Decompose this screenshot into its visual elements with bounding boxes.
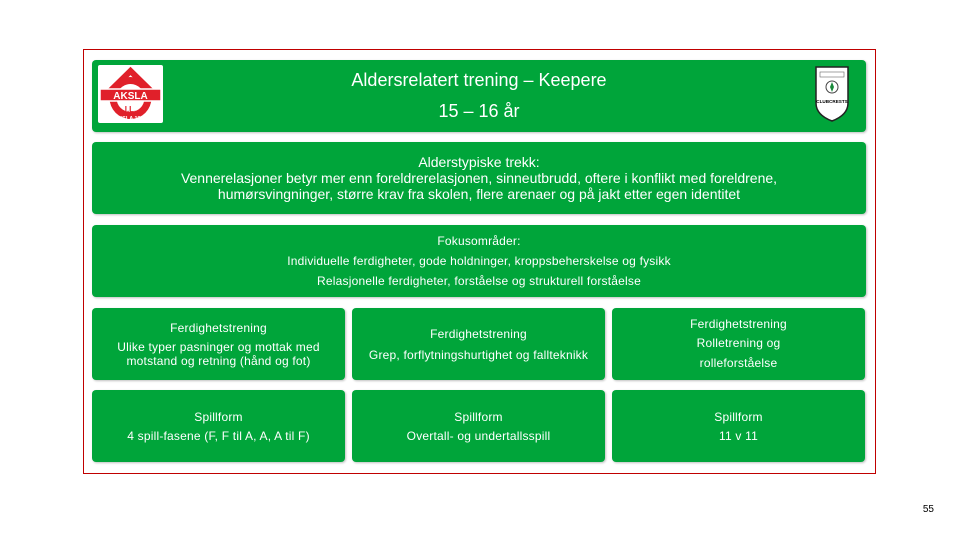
page-number: 55 bbox=[922, 504, 934, 515]
cell-line-1: 11 v 11 bbox=[719, 428, 758, 443]
cell-heading: Spillform bbox=[714, 409, 763, 424]
cell-heading: Spillform bbox=[454, 409, 503, 424]
cell-line-1: 4 spill-fasene (F, F til A, A, A til F) bbox=[127, 428, 310, 443]
logo-text-aksla: AKSLA bbox=[113, 91, 148, 102]
cell-heading: Ferdighetstrening bbox=[170, 320, 267, 335]
slide-subtitle: 15 – 16 år bbox=[438, 101, 520, 121]
cell-line-1: Rolletrening og bbox=[696, 336, 781, 351]
cell-line-1: Grep, forflytningshurtighet og fallteknikk bbox=[368, 347, 589, 362]
skill-training-cell-2 bbox=[352, 308, 605, 380]
focus-heading: Fokusområder: bbox=[437, 234, 521, 248]
logo-text-il: I.L. bbox=[124, 105, 137, 114]
cell-heading: Spillform bbox=[194, 409, 243, 424]
focus-areas-box bbox=[92, 225, 866, 297]
game-form-cell-1 bbox=[92, 390, 345, 462]
cell-heading: Ferdighetstrening bbox=[690, 316, 787, 331]
cell-line-2: motstand og retning (hånd og fot) bbox=[126, 353, 311, 368]
title-box bbox=[92, 60, 866, 132]
focus-line-2: Relasjonelle ferdigheter, forståelse og strukturell forståelse bbox=[317, 274, 641, 288]
skill-training-cell-3 bbox=[612, 308, 865, 380]
traits-heading: Alderstypiske trekk: bbox=[418, 154, 540, 170]
logo-text-ring: AKSLA 1925 bbox=[114, 116, 147, 122]
game-form-cell-2 bbox=[352, 390, 605, 462]
slide-title: Aldersrelatert trening – Keepere bbox=[351, 70, 607, 90]
crest-text: CLUBCRESTS bbox=[816, 99, 848, 104]
skill-training-cell-1 bbox=[92, 308, 345, 380]
club-crest-logo-icon bbox=[812, 63, 852, 123]
focus-line-1: Individuelle ferdigheter, gode holdninger, kroppsbeherskelse og fysikk bbox=[287, 254, 671, 268]
cell-heading: Ferdighetstrening bbox=[430, 326, 527, 341]
cell-line-2: rolleforståelse bbox=[699, 355, 778, 370]
age-traits-box bbox=[92, 142, 866, 214]
traits-line-1: Vennerelasjoner betyr mer enn foreldrerelasjonen, sinneutbrudd, oftere i konflikt med foreldrene, bbox=[180, 170, 778, 186]
cell-line-1: Ulike typer pasninger og mottak med bbox=[117, 339, 320, 354]
cell-line-1: Overtall- og undertallsspill bbox=[406, 428, 551, 443]
aksla-club-logo-icon bbox=[98, 65, 163, 123]
traits-line-2: humørsvingninger, større krav fra skolen, flere arenaer og på jakt etter egen identitet bbox=[217, 186, 741, 202]
game-form-cell-3 bbox=[612, 390, 865, 462]
